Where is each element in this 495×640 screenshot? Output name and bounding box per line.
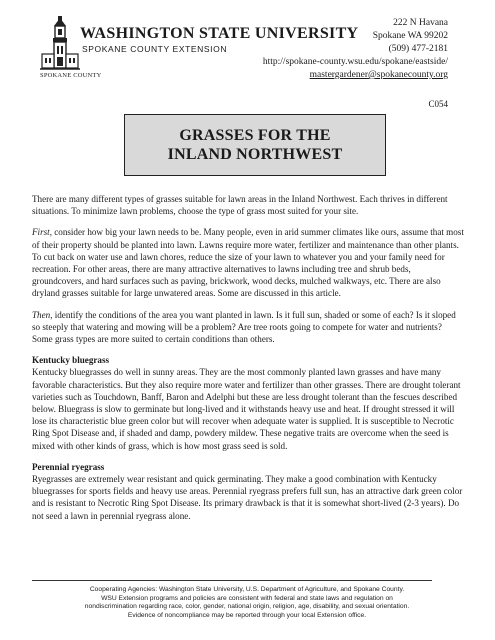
- first-lead: First: [32, 227, 50, 238]
- ryegrass-heading: Perennial ryegrass: [32, 461, 105, 472]
- county-mark: SPOKANE COUNTY: [40, 72, 102, 79]
- contact-block: [263, 17, 448, 82]
- city-address: Spokane WA 99202: [372, 31, 448, 41]
- street-address: 222 N Havana: [393, 18, 448, 28]
- footer-line-1: Cooperating Agencies: Washington State University, U.S. Department of Agriculture, and Spokane County.: [89, 586, 405, 593]
- email-link[interactable]: mastergardener@spokanecounty.org: [309, 70, 448, 80]
- footer-divider: [32, 580, 432, 581]
- title-box: [124, 114, 386, 176]
- then-lead: Then: [32, 309, 51, 320]
- first-text: , consider how big your lawn needs to be. Many people, even in arid summer climates like ours, assume that most of their property should be planted into lawn. Lawns require more water, fertilizer and maintenance than other plants. To cut back on water use and lawn chores, reduce the size of your lawn to whatever you and your family need for recreation. For other areas, there are many attractive alternatives to lawns including tree and shrub beds, groundcovers, and hard surfaces such as paving, brickwork, wood decks, mulched walkways, etc. There are also dryland grasses suitable for large unwatered areas. Some are discussed in this article.: [32, 227, 464, 299]
- then-paragraph: [32, 309, 464, 346]
- website-link[interactable]: http://spokane-county.wsu.edu/spokane/eastside/: [262, 57, 448, 67]
- footer: [32, 586, 462, 620]
- intro-paragraph: There are many different types of grasses suitable for lawn areas in the Inland Northwest. Each thrives in different situations. To minimize lawn problems, choose the type of grass most suited for your site.: [32, 194, 448, 217]
- footer-line-3: nondiscrimination regarding race, color, gender, national origin, religion, age, disability, and sexual orientation.: [84, 603, 410, 611]
- publication-number: C054: [428, 99, 448, 109]
- extension-name: SPOKANE COUNTY EXTENSION: [82, 44, 228, 54]
- phone-number: (509) 477-2181: [388, 44, 448, 54]
- ryegrass-paragraph: Ryegrasses are extremely wear resistant and quick germinating. They make a good combination with Kentucky bluegrasses for sports fields and heavy use areas. Perennial ryegrass prefers full sun, has an attractive dark green color and is resistant to Necrotic Ring Spot Disease. Its primary drawback is that it is somewhat short-lived (2-3 years). Do not seed a lawn in perennial ryegrass alone.: [32, 474, 463, 521]
- kentucky-heading: Kentucky bluegrass: [32, 355, 110, 366]
- university-name: WASHINGTON STATE UNIVERSITY: [80, 25, 359, 42]
- title-line-1: GRASSES FOR THE: [179, 127, 331, 144]
- kentucky-paragraph: Kentucky bluegrasses do well in sunny areas. They are the most commonly planted lawn grasses and have many favorable characteristics. But they also require more water and fertilizer than other grasses. There are drought tolerant varieties such as Touchdown, Banff, Baron and Adelphi but these are less drought tolerant than the fescues described below. Bluegrass is slow to germinate but long-lived and it withstands heavy use and heat. If drought stressed it will lose its characteristic blue green color but will recover when adequate water is supplied. It is susceptible to Necrotic Ring Spot Disease and, if shaded and damp, powdery mildew. These negative traits are overcome when the seed is mixed with other kinds of grass, which is how most grass seed is sold.: [32, 367, 461, 451]
- title-line-2: INLAND NORTHWEST: [167, 146, 343, 163]
- article-body: [32, 193, 464, 531]
- first-paragraph: [32, 226, 464, 299]
- footer-line-4: Evidence of noncompliance may be reported through your local Extension office.: [127, 611, 367, 619]
- footer-line-2: WSU Extension programs and policies are consistent with federal and state laws and regulation on: [101, 594, 393, 602]
- then-text: , identify the conditions of the area you want planted in lawn. Is it full sun, shaded or some of each? Is it sloped so steeply that watering and mowing will be a problem? Are tree roots going to compete for water and nutrients? Some grass types are more suited to certain conditions than others.: [32, 309, 456, 345]
